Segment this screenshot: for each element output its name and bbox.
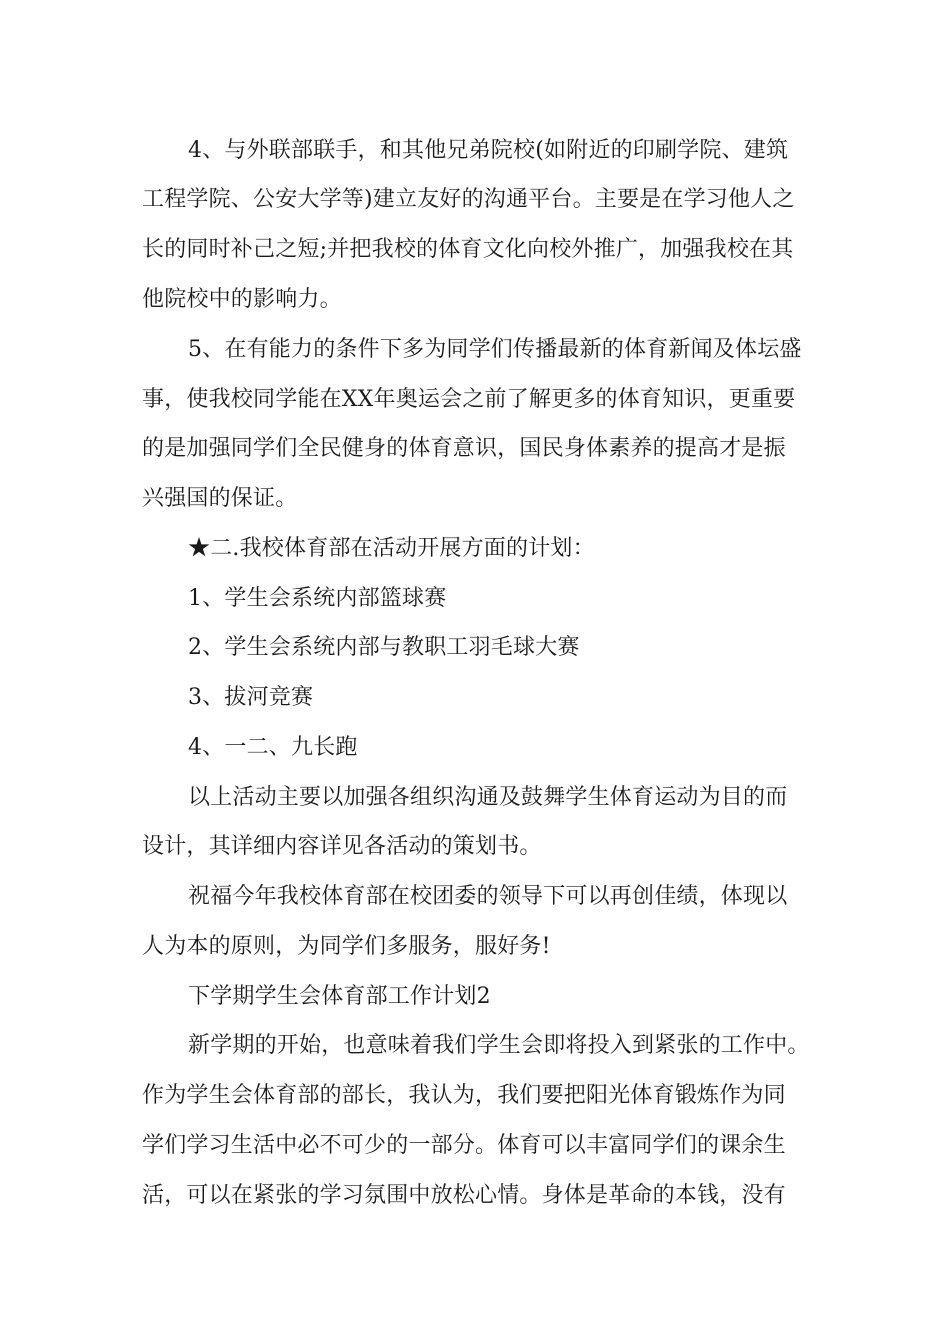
paragraph-line: 以上活动主要以加强各组织沟通及鼓舞学生体育运动为目的而 [188,785,788,810]
paragraph-line: 4、与外联部联手，和其他兄弟院校(如附近的印刷学院、建筑 [188,138,789,163]
paragraph-line: 新学期的开始，也意味着我们学生会即将投入到紧张的工作中。 [188,1033,810,1058]
paragraph-line: 5、在有能力的条件下多为同学们传播最新的体育新闻及体坛盛 [188,337,802,362]
paragraph-line: 学们学习生活中必不可少的一部分。体育可以丰富同学们的课余生 [142,1133,786,1158]
paragraph-line: 兴强国的保证。 [142,486,298,511]
list-item: 3、拔河竞赛 [188,685,314,710]
document-title: 下学期学生会体育部工作计划2 [188,984,491,1009]
paragraph-line: 事，使我校同学能在XX年奥运会之前了解更多的体育知识，更重要 [142,387,796,412]
paragraph-line: 祝福今年我校体育部在校团委的领导下可以再创佳绩，体现以 [188,884,788,909]
paragraph-line: 作为学生会体育部的部长，我认为，我们要把阳光体育锻炼作为同 [142,1083,786,1108]
paragraph-line: 的是加强同学们全民健身的体育意识，国民身体素养的提高才是振 [142,436,786,461]
list-item: 2、学生会系统内部与教职工羽毛球大赛 [188,635,580,660]
list-item: 4、一二、九长跑 [188,735,358,760]
paragraph-line: 长的同时补己之短;并把我校的体育文化向校外推广，加强我校在其 [142,237,794,262]
paragraph-line: 人为本的原则，为同学们多服务，服好务! [142,934,551,959]
paragraph-line: 设计，其详细内容详见各活动的策划书。 [142,834,542,859]
paragraph-line: 工程学院、公安大学等)建立友好的沟通平台。主要是在学习他人之 [142,187,795,212]
section-heading: ★二.我校体育部在活动开展方面的计划： [188,536,595,561]
paragraph-line: 活，可以在紧张的学习氛围中放松心情。身体是革命的本钱，没有 [142,1183,786,1208]
paragraph-line: 他院校中的影响力。 [142,287,342,312]
list-item: 1、学生会系统内部篮球赛 [188,586,447,611]
